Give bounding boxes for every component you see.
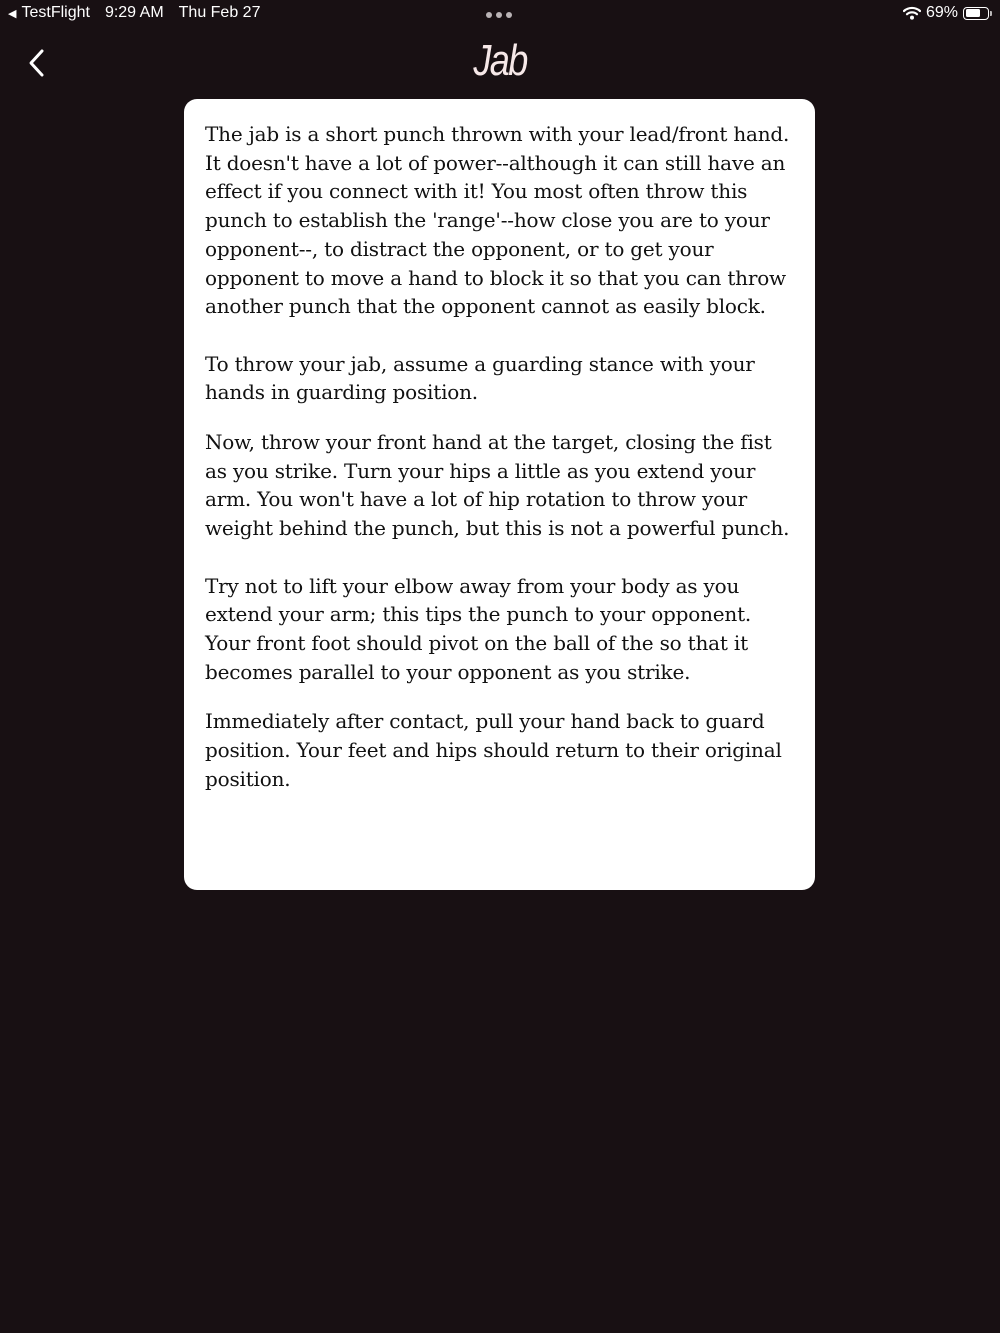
wifi-icon — [903, 6, 921, 20]
status-right — [903, 4, 992, 22]
battery-body — [963, 7, 989, 20]
page-title: Jab — [473, 36, 527, 85]
back-triangle-icon: ◀ — [8, 7, 17, 20]
battery-icon — [963, 7, 992, 20]
multitask-dots-icon[interactable] — [486, 12, 512, 18]
dot — [486, 12, 492, 18]
chevron-left-icon — [22, 46, 54, 80]
back-to-app-label: TestFlight — [21, 4, 90, 21]
dot — [496, 12, 502, 18]
battery-fill — [966, 9, 980, 17]
status-left — [8, 4, 260, 22]
article-paragraph-3: Now, throw your front hand at the target, closing the fist as you strike. Turn your hips a little as you extend your arm. You won't have a lot of hip rotation to throw your weight behind the punch, but this is not a powerful punch. — [205, 430, 790, 541]
article-paragraph-5: Immediately after contact, pull your hand back to guard position. Your feet and hips should return to their original position. — [205, 709, 782, 791]
back-to-app-link[interactable] — [8, 4, 90, 22]
status-bar — [0, 0, 1000, 28]
status-time: 9:29 AM — [104, 4, 164, 21]
dot — [506, 12, 512, 18]
article-card — [184, 99, 815, 890]
article-paragraph-4: Try not to lift your elbow away from your body as you extend your arm; this tips the punch to your opponent. Your front foot should pivot on the ball of the so that it becomes parallel to your opponent as you strike. — [205, 573, 752, 684]
status-date: Thu Feb 27 — [178, 4, 261, 21]
back-button[interactable] — [22, 46, 54, 80]
battery-cap — [990, 11, 992, 16]
battery-percent: 69% — [925, 4, 958, 21]
article-paragraph-2: To throw your jab, assume a guarding stance with your hands in guarding position. — [205, 351, 755, 405]
article-paragraph-1: The jab is a short punch thrown with your lead/front hand. It doesn't have a lot of power--although it can still have an effect if you connect with it! You most often throw this punch to establish the 'range'--how close you are to your opponent--, to distract the opponent, or to get your opponent to move a hand to block it so that you can throw another punch that the opponent cannot as easily block. — [205, 122, 790, 319]
